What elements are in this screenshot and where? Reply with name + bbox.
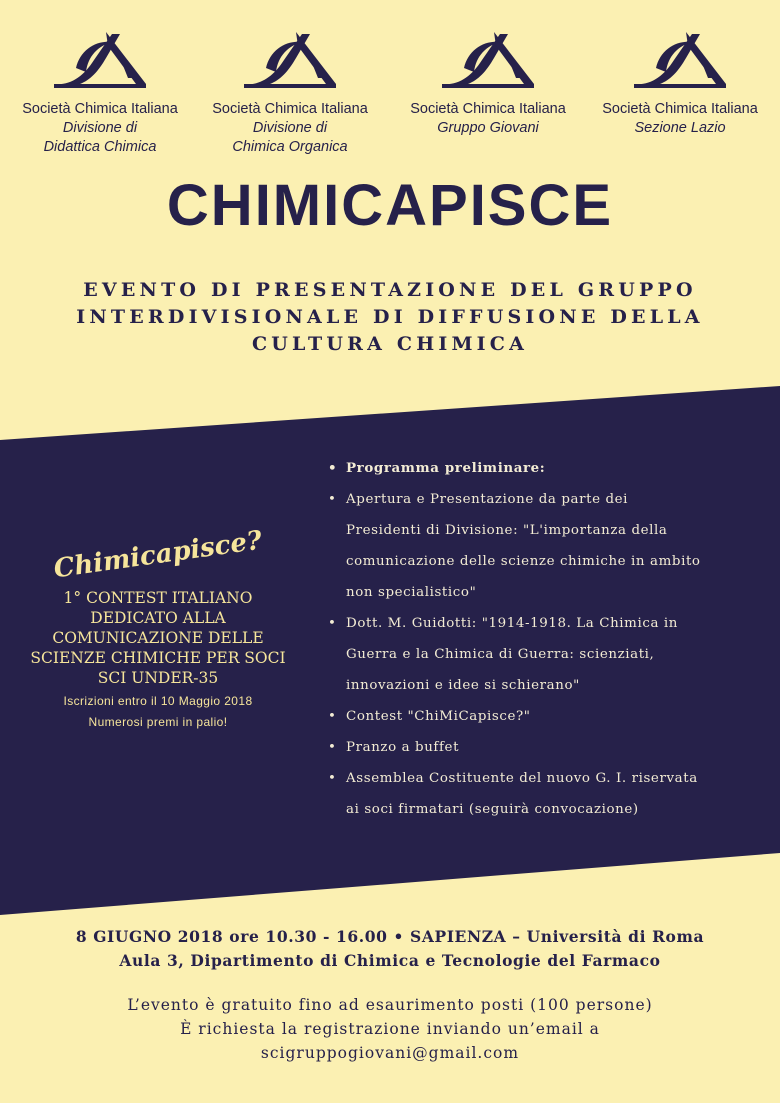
- list-item-line: comunicazione delle scienze chimiche in ambito: [346, 554, 701, 569]
- logo-division-name: Sezione Lazio: [634, 120, 726, 136]
- list-item: [328, 763, 768, 825]
- page-title: CHIMICAPISCE: [166, 173, 614, 238]
- registration-deadline: Iscrizioni entro il 10 Maggio 2018: [63, 694, 253, 708]
- logo-org-name: Società Chimica Italiana: [22, 101, 178, 117]
- program-list: [328, 453, 768, 825]
- contest-panel: [20, 525, 296, 733]
- prizes-note: Numerosi premi in palio!: [88, 715, 228, 729]
- contact-email: scigruppogiovani@gmail.com: [260, 1044, 520, 1062]
- list-item-line: • Pranzo a buffet: [346, 740, 460, 755]
- program-heading: • Programma preliminare:: [328, 453, 768, 484]
- contest-line: COMUNICAZIONE DELLE: [52, 629, 264, 647]
- contest-headline: [20, 588, 296, 688]
- list-item-line: • Apertura e Presentazione da parte dei: [346, 492, 629, 507]
- contest-script-title: Chimicapisce?: [52, 525, 264, 585]
- contest-line: SCI UNDER-35: [97, 669, 219, 687]
- event-details: [0, 925, 780, 973]
- list-item: [328, 732, 768, 763]
- logo-division-name: Divisione di Didattica Chimica: [43, 120, 157, 155]
- list-item-line: • Contest "ChiMiCapisce?": [346, 709, 531, 724]
- contest-line: DEDICATO ALLA: [90, 609, 226, 627]
- list-item-line: ai soci firmatari (seguirà convocazione): [346, 802, 639, 817]
- list-item-line: Presidenti di Divisione: "L'importanza della: [346, 523, 668, 538]
- contest-line: 1° CONTEST ITALIANO: [63, 589, 253, 607]
- logo-org-name: Società Chimica Italiana: [212, 101, 368, 117]
- list-item-line: • Dott. M. Guidotti: "1914-1918. La Chimica in: [346, 616, 679, 631]
- contest-line: SCIENZE CHIMICHE PER SOCI: [30, 649, 286, 667]
- list-item-line: innovazioni e idee si schierano": [346, 678, 580, 693]
- registration-note: È richiesta la registrazione inviando un’email a: [180, 1020, 600, 1038]
- registration-info: [0, 993, 780, 1065]
- subtitle-line: CULTURA CHIMICA: [251, 333, 529, 355]
- list-item: [328, 484, 768, 608]
- logo-org-name: Società Chimica Italiana: [602, 101, 758, 117]
- list-item: [328, 701, 768, 732]
- list-item-line: non specialistico": [346, 585, 477, 600]
- free-entry-note: L’evento è gratuito fino ad esaurimento posti (100 persone): [127, 996, 653, 1014]
- contest-notes: [20, 691, 296, 733]
- logo-division-name: Gruppo Giovani: [437, 120, 539, 136]
- event-date-venue: 8 GIUGNO 2018 ore 10.30 - 16.00 • SAPIENZA – Università di Roma: [75, 927, 705, 946]
- list-item-line: • Assemblea Costituente del nuovo G. I. riservata: [346, 771, 698, 786]
- event-room: Aula 3, Dipartimento di Chimica e Tecnologie del Farmaco: [119, 951, 661, 970]
- subtitle-line: INTERDIVISIONALE DI DIFFUSIONE DELLA: [76, 306, 704, 328]
- list-item: [328, 608, 768, 701]
- logo-division-name: Divisione di Chimica Organica: [232, 120, 348, 155]
- logo-org-name: Società Chimica Italiana: [410, 101, 566, 117]
- list-item-line: Guerra e la Chimica di Guerra: scienziati,: [346, 647, 655, 662]
- subtitle-line: EVENTO DI PRESENTAZIONE DEL GRUPPO: [83, 279, 697, 301]
